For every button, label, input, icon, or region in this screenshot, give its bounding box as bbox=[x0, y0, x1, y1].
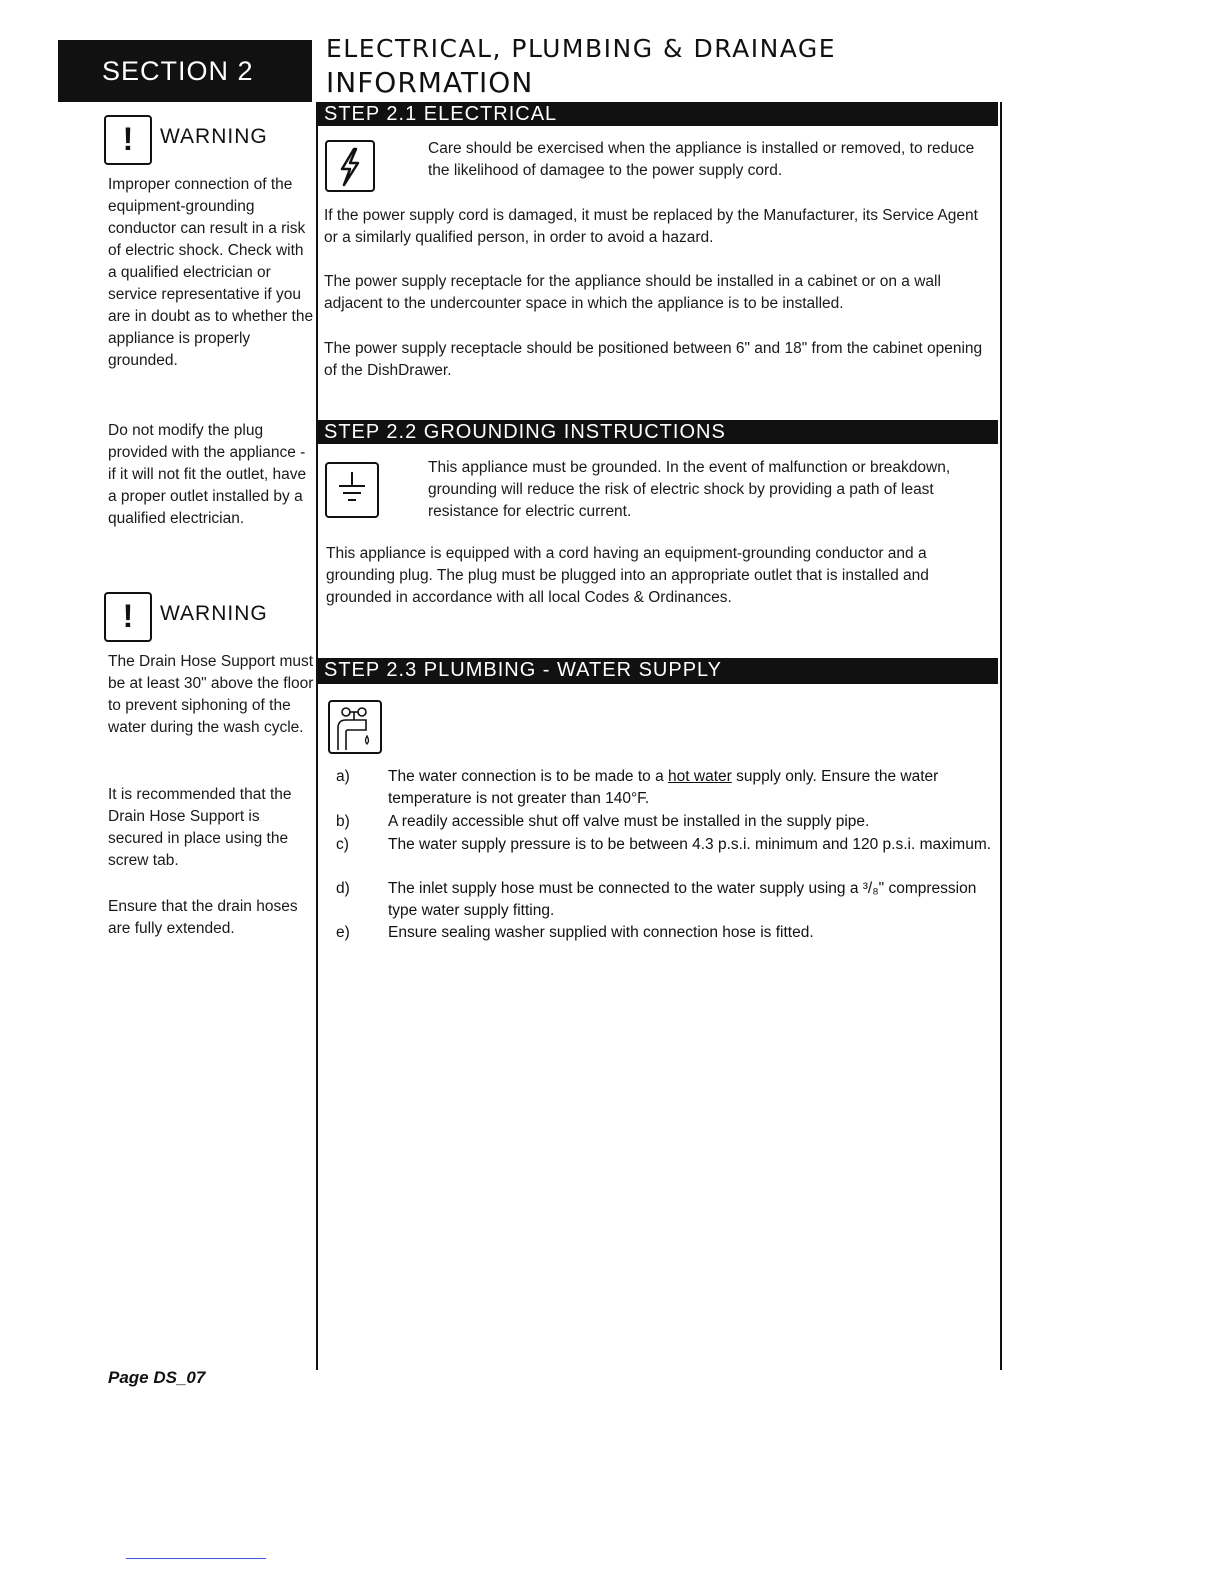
exclamation-icon: ! bbox=[104, 115, 152, 165]
list-item-a-pre: The water connection is to be made to a bbox=[388, 768, 669, 785]
list-letter-a: a) bbox=[336, 768, 350, 785]
hot-water-underline: hot water bbox=[668, 768, 732, 785]
lightning-icon bbox=[325, 140, 375, 192]
main-right-rule bbox=[1000, 102, 1002, 1370]
exclamation-icon: ! bbox=[104, 592, 152, 642]
warning-2-label: WARNING bbox=[160, 602, 268, 625]
list-item-c: The water supply pressure is to be between 4.3 p.s.i. minimum and 120 p.s.i. maximum. bbox=[388, 836, 992, 853]
sidebar-note-2: It is recommended that the Drain Hose Support is secured in place using the screw tab. bbox=[108, 786, 292, 869]
divider bbox=[126, 1558, 266, 1559]
warning-2 bbox=[104, 592, 314, 642]
step-2-2-paragraph-1: This appliance is equipped with a cord having an equipment-grounding conductor and a grounding plug. The plug must be plugged into an appropriate outlet that is installed and grounded in accordance with all local Codes & Ordinances. bbox=[326, 545, 929, 606]
list-item-a bbox=[388, 766, 1000, 810]
list-item-e: Ensure sealing washer supplied with connection hose is fitted. bbox=[388, 924, 814, 941]
step-2-2-intro: This appliance must be grounded. In the event of malfunction or breakdown, grounding will reduce the risk of electric shock by providing a path of least resistance for electric current. bbox=[428, 459, 951, 520]
section-tab: SECTION 2 bbox=[58, 40, 312, 102]
step-2-1-paragraph-3: The power supply receptacle should be positioned between 6" and 18" from the cabinet opening of the DishDrawer. bbox=[324, 340, 983, 379]
main-left-rule bbox=[316, 102, 318, 1370]
warning-2-text: The Drain Hose Support must be at least 30" above the floor to prevent siphoning of the water during the wash cycle. bbox=[108, 653, 314, 736]
step-2-2-header: STEP 2.2 GROUNDING INSTRUCTIONS bbox=[316, 420, 998, 444]
tap-icon bbox=[328, 700, 382, 754]
list-letter-b: b) bbox=[336, 813, 350, 830]
warning-1-label: WARNING bbox=[160, 125, 268, 148]
sidebar-note-1: Do not modify the plug provided with the appliance - if it will not fit the outlet, have a proper outlet installed by a qualified electrician. bbox=[108, 422, 307, 527]
step-2-1-header: STEP 2.1 ELECTRICAL bbox=[316, 102, 998, 126]
list-item-b: A readily accessible shut off valve must be installed in the supply pipe. bbox=[388, 813, 870, 830]
warning-1 bbox=[104, 115, 314, 165]
step-2-1-paragraph-2: The power supply receptacle for the appliance should be installed in a cabinet or on a wall adjacent to the undercounter space in which the appliance is to be installed. bbox=[324, 273, 941, 312]
warning-1-text: Improper connection of the equipment-grounding conductor can result in a risk of electric shock. Check with a qualified electrician or service representative if you are in doubt as to whether the appliance is properly grounded. bbox=[108, 176, 314, 369]
list-letter-d: d) bbox=[336, 880, 350, 897]
list-letter-e: e) bbox=[336, 924, 350, 941]
list-item-a-post: supply only. Ensure the water temperature is not greater than 140°F. bbox=[388, 768, 939, 807]
sidebar-note-3: Ensure that the drain hoses are fully extended. bbox=[108, 898, 298, 937]
step-2-1-intro: Care should be exercised when the appliance is installed or removed, to reduce the likelihood of damagee to the power supply cord. bbox=[428, 140, 975, 179]
page-title bbox=[326, 32, 1016, 100]
page-title-line1: ELECTRICAL, PLUMBING & DRAINAGE bbox=[326, 34, 837, 63]
step-2-1-paragraph-1: If the power supply cord is damaged, it must be replaced by the Manufacturer, its Service Agent or a similarly qualified person, in order to avoid a hazard. bbox=[324, 207, 978, 246]
ground-icon bbox=[325, 462, 379, 518]
page-number: Page DS_07 bbox=[108, 1368, 206, 1387]
step-2-3-header: STEP 2.3 PLUMBING - WATER SUPPLY bbox=[316, 658, 998, 684]
list-item-d: The inlet supply hose must be connected to the water supply using a ³/₈" compression type water supply fitting. bbox=[388, 880, 977, 919]
page-title-line2: INFORMATION bbox=[326, 66, 534, 99]
list-letter-c: c) bbox=[336, 836, 349, 853]
